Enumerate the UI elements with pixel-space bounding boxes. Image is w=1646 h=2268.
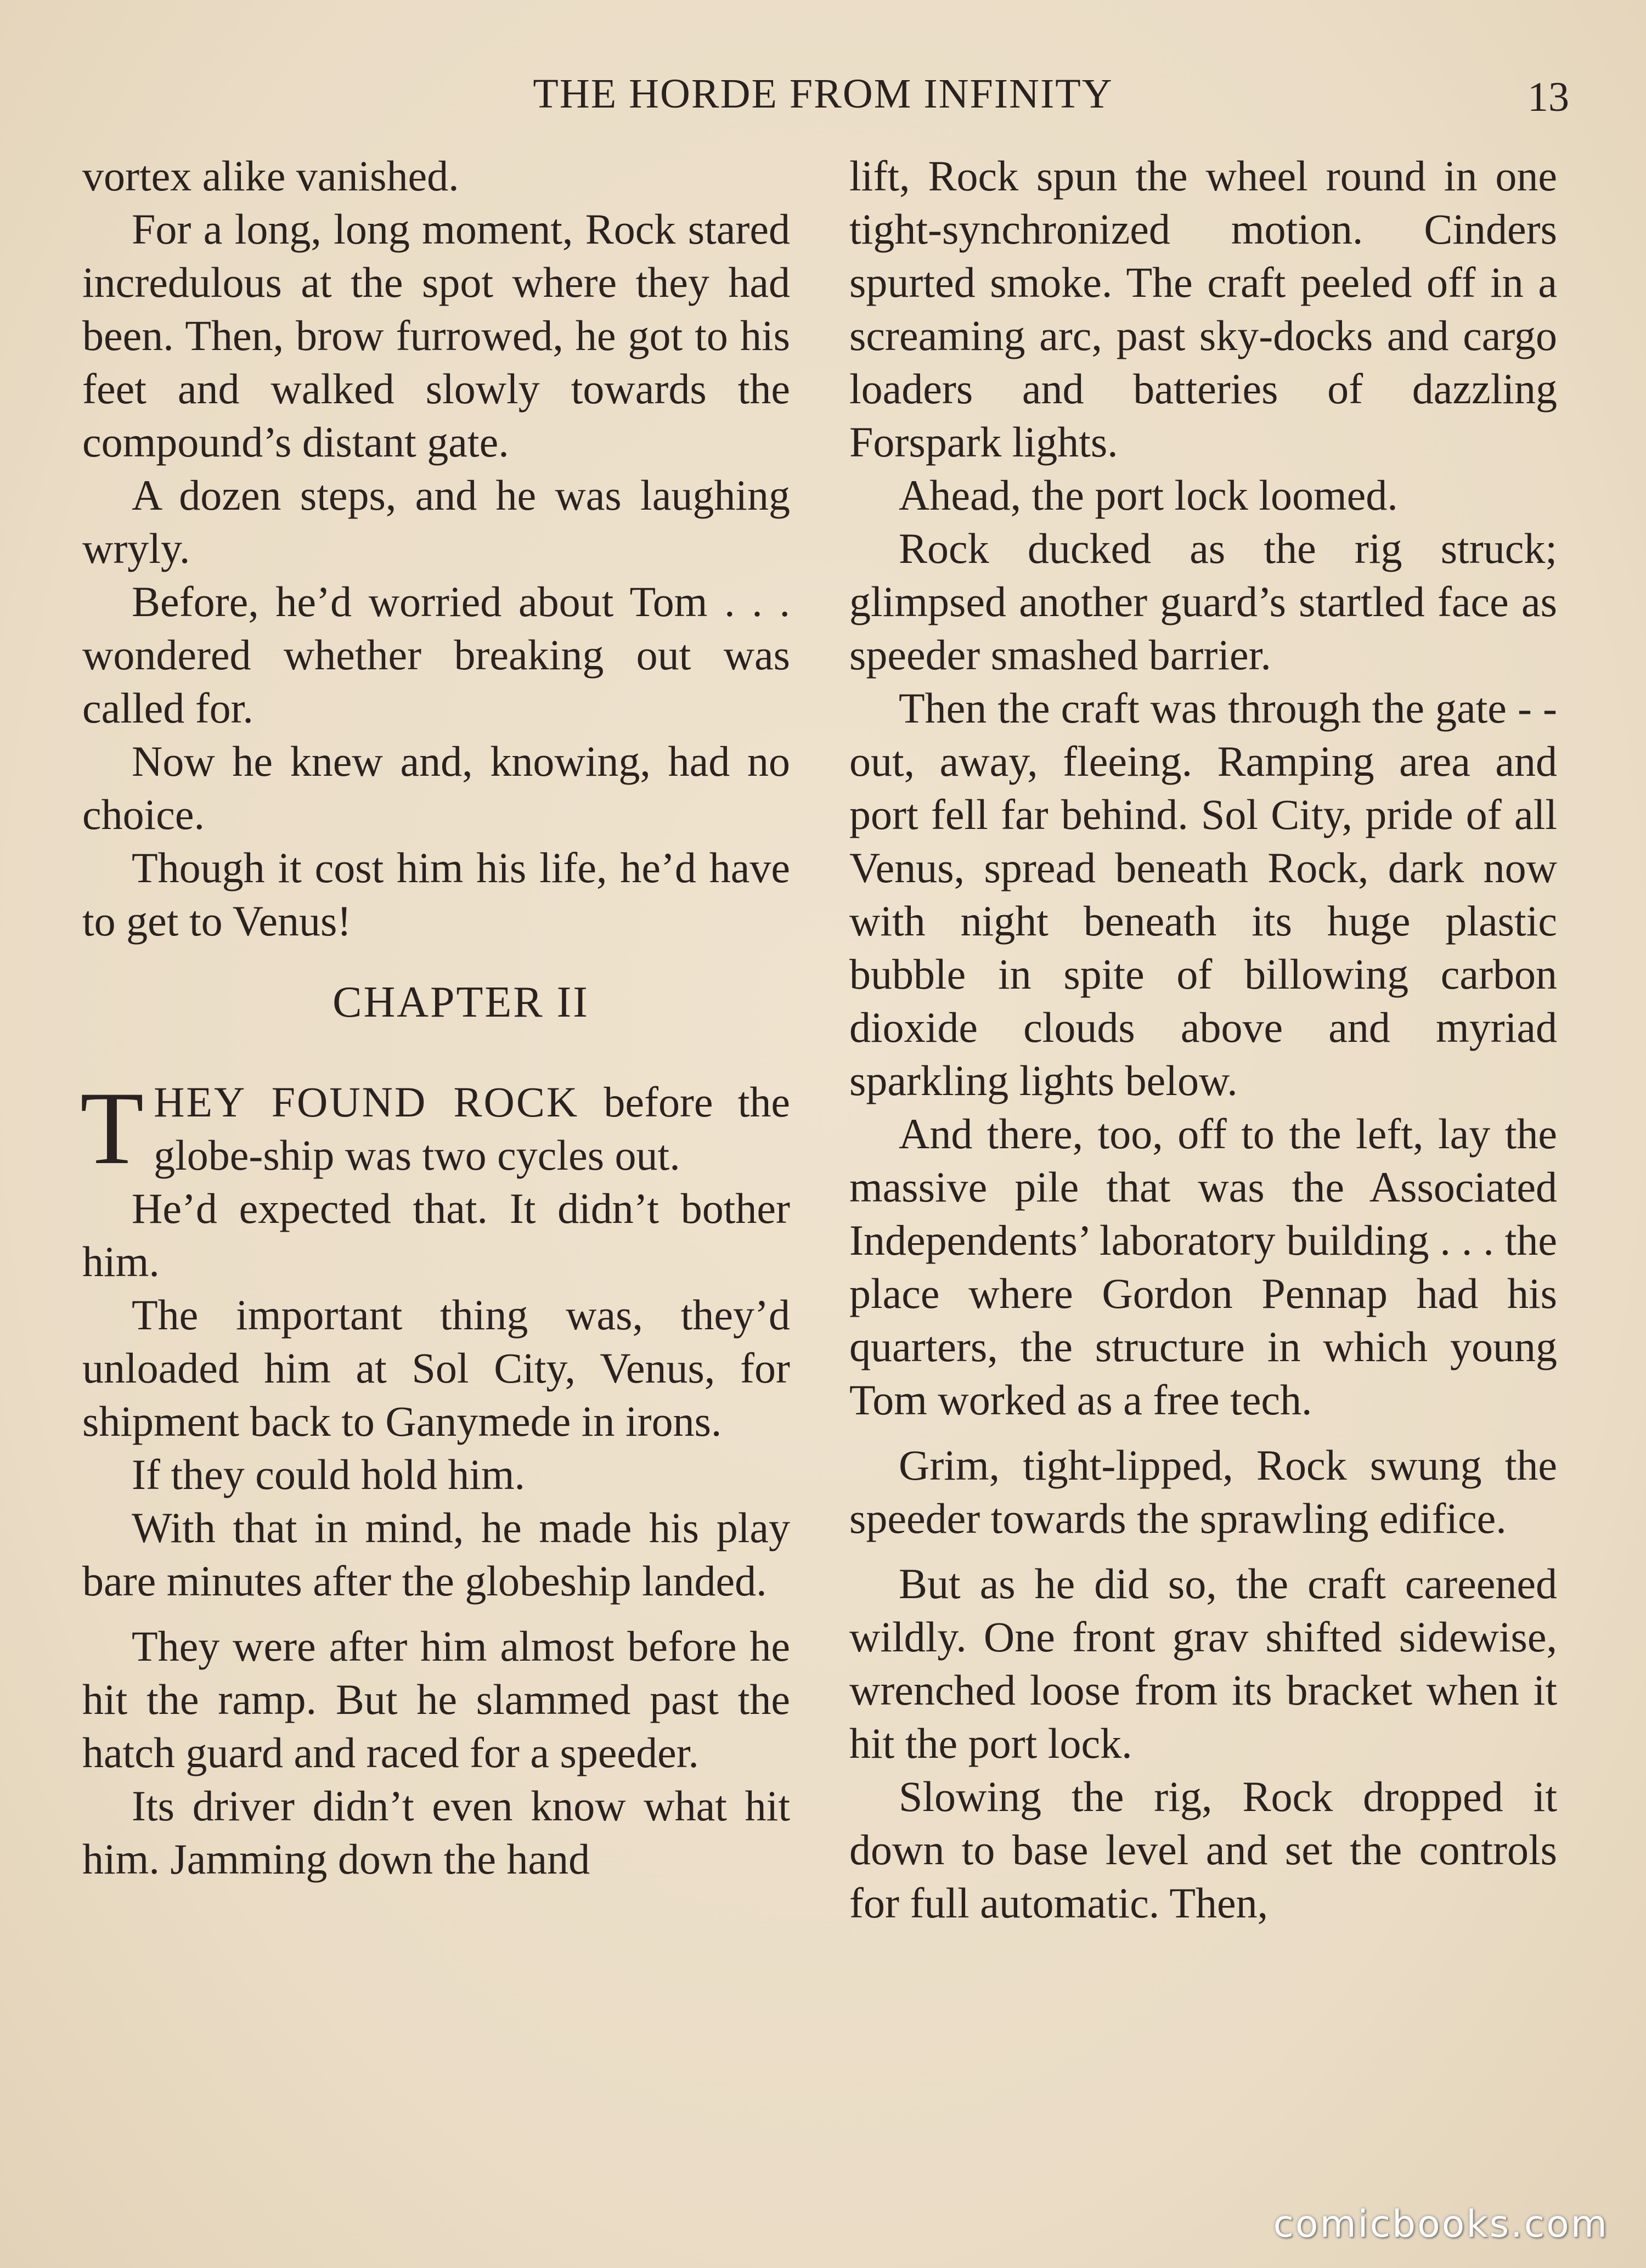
chapter-opening-paragraph [80,1071,790,1186]
paragraph: Ahead, the port lock loomed. [899,471,1398,519]
paragraph: vortex alike vanished. [82,152,459,200]
paragraph-gap [849,1545,1557,1557]
right-column [849,149,1557,1930]
paragraph: He’d expected that. It didn’t bother him. [82,1184,790,1285]
paragraph: Then the craft was through the gate - - out, away, fleeing. Ramping area and port fell far behind. Sol City, pride of all Venus, spread beneath Rock, dark now with night beneath its huge plastic bubble in spite of billowing carbon dioxide clouds above and myriad sparkling lights below. [849,684,1557,1104]
paragraph: Before, he’d worried about Tom . . . wondered whether breaking out was called for. [82,578,790,732]
paragraph: Its driver didn’t even know what hit him. Jamming down the hand [82,1782,790,1883]
chapter-heading: CHAPTER II [332,978,589,1026]
paragraph: Though it cost him his life, he’d have to get to Venus! [82,844,790,945]
opening-text: before the globe-ship was two cycles out. [154,1078,790,1179]
watermark: comicbooks.com [1273,2203,1609,2246]
paragraph-gap [849,1426,1557,1438]
paragraph: Slowing the rig, Rock dropped it down to base level and set the controls for full automatic. Then, [849,1773,1557,1927]
paragraph: Rock ducked as the rig struck; glimpsed another guard’s startled face as speeder smashed barrier. [849,524,1557,679]
paragraph: The important thing was, they’d unloaded him at Sol City, Venus, for shipment back to Ganymede in irons. [82,1291,790,1445]
paragraph: With that in mind, he made his play bare minutes after the globeship landed. [82,1504,790,1605]
paragraph: If they could hold him. [132,1451,526,1498]
drop-cap: T [80,1071,144,1186]
paragraph: For a long, long moment, Rock stared incredulous at the spot where they had been. Then, brow furrowed, he got to his feet and walked slowly towards the compound’s distant gate. [82,205,790,466]
opening-small-caps: HEY FOUND ROCK [154,1078,579,1126]
paragraph: A dozen steps, and he was laughing wryly. [82,471,790,572]
page-header [82,70,1569,131]
paragraph: lift, Rock spun the wheel round in one tight-synchronized motion. Cinders spurted smoke. The craft peeled off in a screaming arc, past sky-docks and cargo loaders and batteries of dazzling Forspark lights. [849,152,1557,466]
left-column [82,149,790,1886]
paragraph: But as he did so, the craft careened wildly. One front grav shifted sidewise, wrenched loose from its bracket when it hit the port lock. [849,1560,1557,1767]
paragraph: Now he knew and, knowing, had no choice. [82,737,790,838]
paragraph-gap [82,1607,790,1620]
page-number: 13 [1527,74,1569,120]
paragraph: And there, too, off to the left, lay the massive pile that was the Associated Independents’ laboratory building . . . the place where Gordon Pennap had his quarters, the structure in which young Tom worked as a free tech. [849,1110,1557,1424]
paragraph: They were after him almost before he hit the ramp. But he slammed past the hatch guard and raced for a speeder. [82,1622,790,1776]
paragraph: Grim, tight-lipped, Rock swung the speeder towards the sprawling edifice. [849,1441,1557,1542]
running-title: THE HORDE FROM INFINITY [533,71,1113,117]
